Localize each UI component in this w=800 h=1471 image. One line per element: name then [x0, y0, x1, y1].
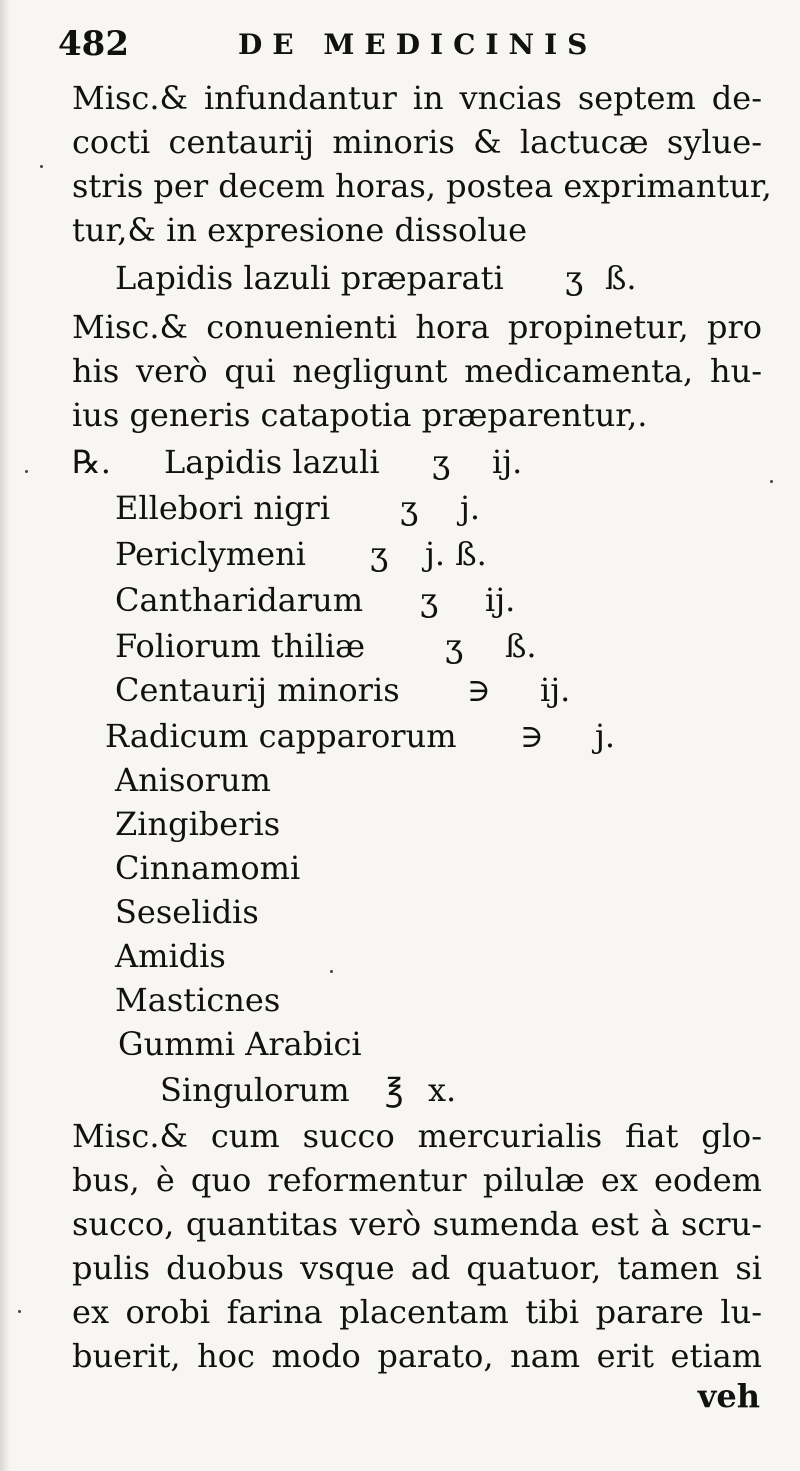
ingredient-amount: ij.: [485, 581, 516, 619]
ink-speck: [40, 165, 43, 168]
group-item: Cinnamomi: [115, 849, 301, 887]
text-line: buerit, hoc modo parato, nam erit etiam: [72, 1337, 762, 1375]
drachm-symbol: ʒ: [565, 259, 584, 297]
text-line: tur,& in expresione dissolue: [72, 211, 528, 249]
text-line: his verò qui negligunt medicamenta, hu-: [72, 352, 762, 390]
singulorum-label: Singulorum: [160, 1071, 350, 1109]
recipe-item: [115, 486, 615, 530]
ingredient-name: Lapidis lazuli: [164, 443, 380, 481]
ink-speck: [770, 480, 773, 483]
ingredient-amount: j.: [595, 717, 616, 755]
recipe-item: [115, 578, 615, 622]
text-line: bus, è quo reformentur pilulæ ex eodem: [72, 1161, 762, 1199]
singulorum-line: [160, 1068, 520, 1112]
ingredient-amount: ij.: [492, 443, 523, 481]
ingredient-amount: ß.: [505, 627, 537, 665]
ingredient-amount: j.: [460, 489, 481, 527]
text-line: Misc.& cum succo mercurialis fiat glo-: [72, 1117, 762, 1155]
ingredient-amount: ß.: [605, 259, 637, 297]
ingredient-line: [115, 256, 675, 300]
text-line: stris per decem horas, postea exprimantur,: [72, 167, 772, 205]
ingredient-amount: j. ß.: [425, 535, 487, 573]
group-item: Gummi Arabici: [118, 1025, 362, 1063]
ingredient-name: Centaurij minoris: [115, 671, 400, 709]
drachm-symbol: ʒ: [370, 535, 389, 573]
scruple-symbol: ∋: [467, 671, 491, 709]
recipe-item: [115, 668, 615, 712]
drachm-symbol: ʒ: [420, 581, 439, 619]
group-item: Zingiberis: [115, 805, 281, 843]
group-item: Amidis: [115, 937, 226, 975]
group-item: Masticnes: [115, 981, 281, 1019]
drachm-symbol: ʒ: [445, 627, 464, 665]
recipe-item: [105, 714, 645, 758]
scruple-symbol: ∋: [520, 717, 544, 755]
ink-speck: [330, 970, 333, 973]
page-header: [58, 18, 758, 68]
ingredient-amount: x.: [428, 1071, 457, 1109]
catchword: veh: [697, 1377, 760, 1415]
ingredient-name: Ellebori nigri: [115, 489, 331, 527]
drachm-symbol: ʒ: [432, 443, 451, 481]
group-item: Anisorum: [115, 761, 271, 799]
ingredient-amount: ij.: [540, 671, 571, 709]
page-gutter-shadow: [0, 0, 10, 1471]
text-line: cocti centaurij minoris & lactucæ sylue-: [72, 123, 762, 161]
text-line: pulis duobus vsque ad quatuor, tamen si: [72, 1249, 762, 1287]
recipe-item: [115, 532, 615, 576]
page-number: 482: [58, 24, 129, 64]
ounce-symbol: ℥: [385, 1071, 404, 1109]
text-line: Misc.& infundantur in vncias septem de-: [72, 79, 762, 117]
ingredient-name: Radicum capparorum: [105, 717, 457, 755]
running-title: DE MEDICINIS: [238, 28, 598, 61]
text-line: succo, quantitas verò sumenda est à scru-: [72, 1205, 762, 1243]
recipe-item: [72, 440, 632, 484]
text-line: ex orobi farina placentam tibi parare lu-: [72, 1293, 762, 1331]
ingredient-name: Lapidis lazuli præparati: [115, 259, 504, 297]
ingredient-name: Foliorum thiliæ: [115, 627, 366, 665]
ink-speck: [25, 470, 28, 473]
recipe-symbol: ℞.: [72, 443, 111, 481]
text-line: Misc.& conuenienti hora propinetur, pro: [72, 308, 762, 346]
drachm-symbol: ʒ: [400, 489, 419, 527]
group-item: Seselidis: [115, 893, 259, 931]
text-line: ius generis catapotia præparentur,.: [72, 396, 648, 434]
ingredient-name: Periclymeni: [115, 535, 306, 573]
recipe-item: [115, 624, 615, 668]
ink-speck: [18, 1310, 21, 1313]
ingredient-name: Cantharidarum: [115, 581, 364, 619]
